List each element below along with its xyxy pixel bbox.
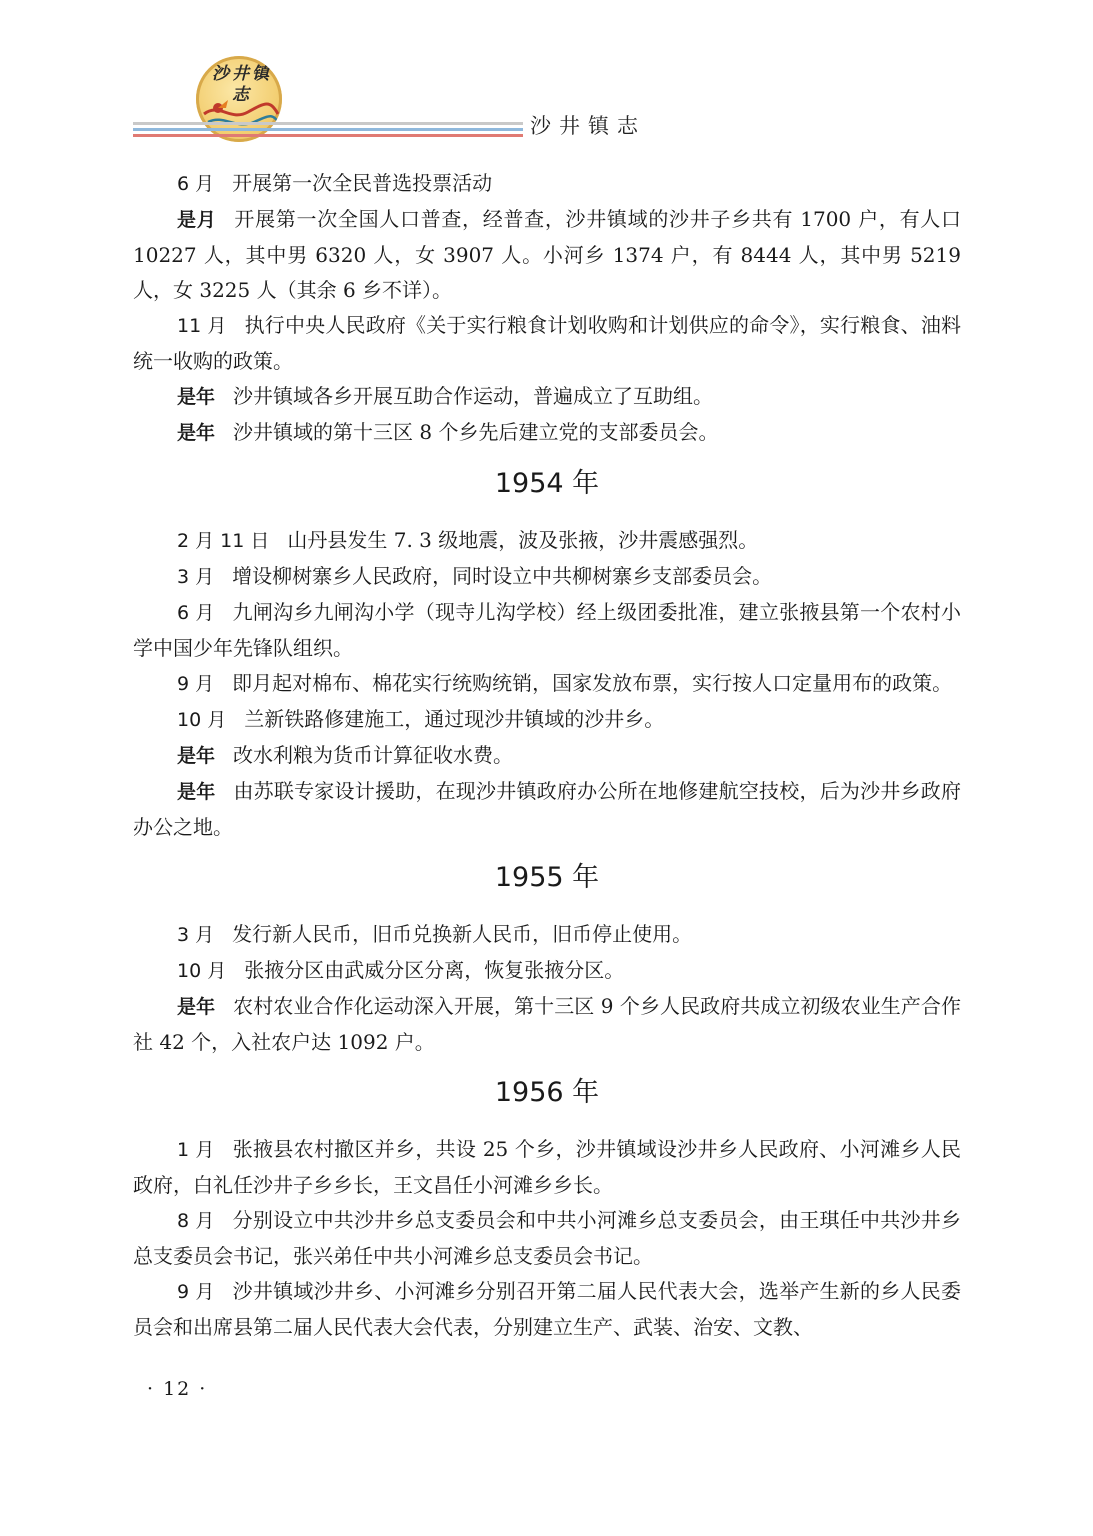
- chronicle-entry: [133, 202, 961, 308]
- entry-date: 10 月: [177, 709, 227, 731]
- entry-date: 是月: [177, 209, 217, 231]
- entry-date: 6 月: [177, 602, 215, 624]
- entry-text: 发行新人民币，旧币兑换新人民币，旧币停止使用。: [232, 922, 693, 946]
- chronicle-entry: [133, 308, 961, 379]
- chronicle-entry: [133, 559, 961, 595]
- year-heading-1956: 1956 年: [494, 1077, 600, 1108]
- chronicle-entry: [133, 953, 961, 989]
- chronicle-entry: [133, 166, 961, 202]
- chronicle-entry: [133, 738, 961, 774]
- chronicle-entry: [133, 523, 961, 559]
- entry-date: 是年: [177, 386, 216, 408]
- intro-entries: [133, 166, 961, 451]
- chronicle-entry: [133, 415, 961, 451]
- entry-date: 2 月 11 日: [177, 530, 270, 552]
- entry-date: 11 月: [177, 315, 227, 337]
- chronicle-entry: [133, 1132, 961, 1203]
- entry-date: 3 月: [177, 566, 215, 588]
- entry-text: 张掖县农村撤区并乡，共设 25 个乡，沙井镇域设沙井乡人民政府、小河滩乡人民政府，白礼任沙井子乡乡长，王文昌任小河滩乡乡长。: [133, 1137, 961, 1197]
- header-rule-blue: [133, 128, 523, 131]
- entry-date: 9 月: [177, 1281, 215, 1303]
- chronicle-entry: [133, 989, 961, 1060]
- year-heading-1954: 1954 年: [494, 468, 600, 499]
- entry-text: 分别设立中共沙井乡总支委员会和中共小河滩乡总支委员会，由王琪任中共沙井乡总支委员会书记，张兴弟任中共小河滩乡总支委员会书记。: [133, 1208, 961, 1268]
- chronicle-content: [133, 166, 961, 1345]
- year-heading-1955: 1955 年: [494, 862, 600, 893]
- chronicle-entry: [133, 379, 961, 415]
- header-rule-gray: [133, 122, 523, 125]
- chronicle-entry: [133, 595, 961, 666]
- entry-text: 改水利粮为货币计算征收水费。: [233, 743, 514, 767]
- chronicle-entry: [133, 702, 961, 738]
- header-rule-red: [133, 134, 523, 137]
- entry-date: 8 月: [177, 1210, 215, 1232]
- entry-date: 9 月: [177, 673, 215, 695]
- entry-text: 兰新铁路修建施工，通过现沙井镇域的沙井乡。: [244, 707, 665, 731]
- entry-text: 执行中央人民政府《关于实行粮食计划收购和计划供应的命令》，实行粮食、油料统一收购的政策。: [133, 313, 962, 373]
- entry-text: 张掖分区由武威分区分离，恢复张掖分区。: [244, 958, 625, 982]
- entry-text: 开展第一次全民普选投票活动: [232, 171, 493, 195]
- entry-date: 是年: [177, 745, 216, 767]
- entry-date: 3 月: [177, 924, 215, 946]
- entry-text: 九闸沟乡九闸沟小学（现寺儿沟学校）经上级团委批准，建立张掖县第一个农村小学中国少年先锋队组织。: [133, 600, 961, 660]
- entry-text: 沙井镇域的第十三区 8 个乡先后建立党的支部委员会。: [233, 420, 719, 444]
- page-number: · 12 ·: [147, 1378, 208, 1400]
- entry-text: 山丹县发生 7. 3 级地震，波及张掖，沙井震感强烈。: [287, 528, 759, 552]
- entry-date: 10 月: [177, 960, 227, 982]
- entry-text: 开展第一次全国人口普查，经普查，沙井镇域的沙井子乡共有 1700 户，有人口 10227 人，其中男 6320 人，女 3907 人。小河乡 1374 户，有 8444 人，其中男 5219 人，女 3225 人（其余 6 乡不详）。: [133, 207, 961, 302]
- chronicle-entry: [133, 917, 961, 953]
- running-header-title: 沙井镇志: [530, 114, 646, 138]
- entry-text: 沙井镇域沙井乡、小河滩乡分别召开第二届人民代表大会，选举产生新的乡人民委员会和出席县第二届人民代表大会代表，分别建立生产、武装、治安、文教、: [133, 1279, 961, 1339]
- entry-text: 增设柳树寨乡人民政府，同时设立中共柳树寨乡支部委员会。: [232, 564, 773, 588]
- entry-date: 1 月: [177, 1139, 215, 1161]
- entry-text: 农村农业合作化运动深入开展，第十三区 9 个乡人民政府共成立初级农业生产合作社 42 个，入社农户达 1092 户。: [133, 994, 961, 1054]
- entry-text: 由苏联专家设计援助，在现沙井镇政府办公所在地修建航空技校，后为沙井乡政府办公之地。: [133, 779, 961, 839]
- page-header: [0, 0, 1093, 150]
- entry-date: 是年: [177, 996, 216, 1018]
- entry-date: 是年: [177, 422, 216, 444]
- entry-text: 沙井镇域各乡开展互助合作运动，普遍成立了互助组。: [233, 384, 714, 408]
- chronicle-entry: [133, 774, 961, 845]
- chronicle-entry: [133, 1203, 961, 1274]
- logo-text: 沙井镇志: [212, 64, 272, 105]
- chronicle-entry: [133, 1274, 961, 1345]
- chronicle-entry: [133, 666, 961, 702]
- entry-date: 是年: [177, 781, 216, 803]
- entry-date: 6 月: [177, 173, 215, 195]
- entry-text: 即月起对棉布、棉花实行统购统销，国家发放布票，实行按人口定量用布的政策。: [232, 671, 953, 695]
